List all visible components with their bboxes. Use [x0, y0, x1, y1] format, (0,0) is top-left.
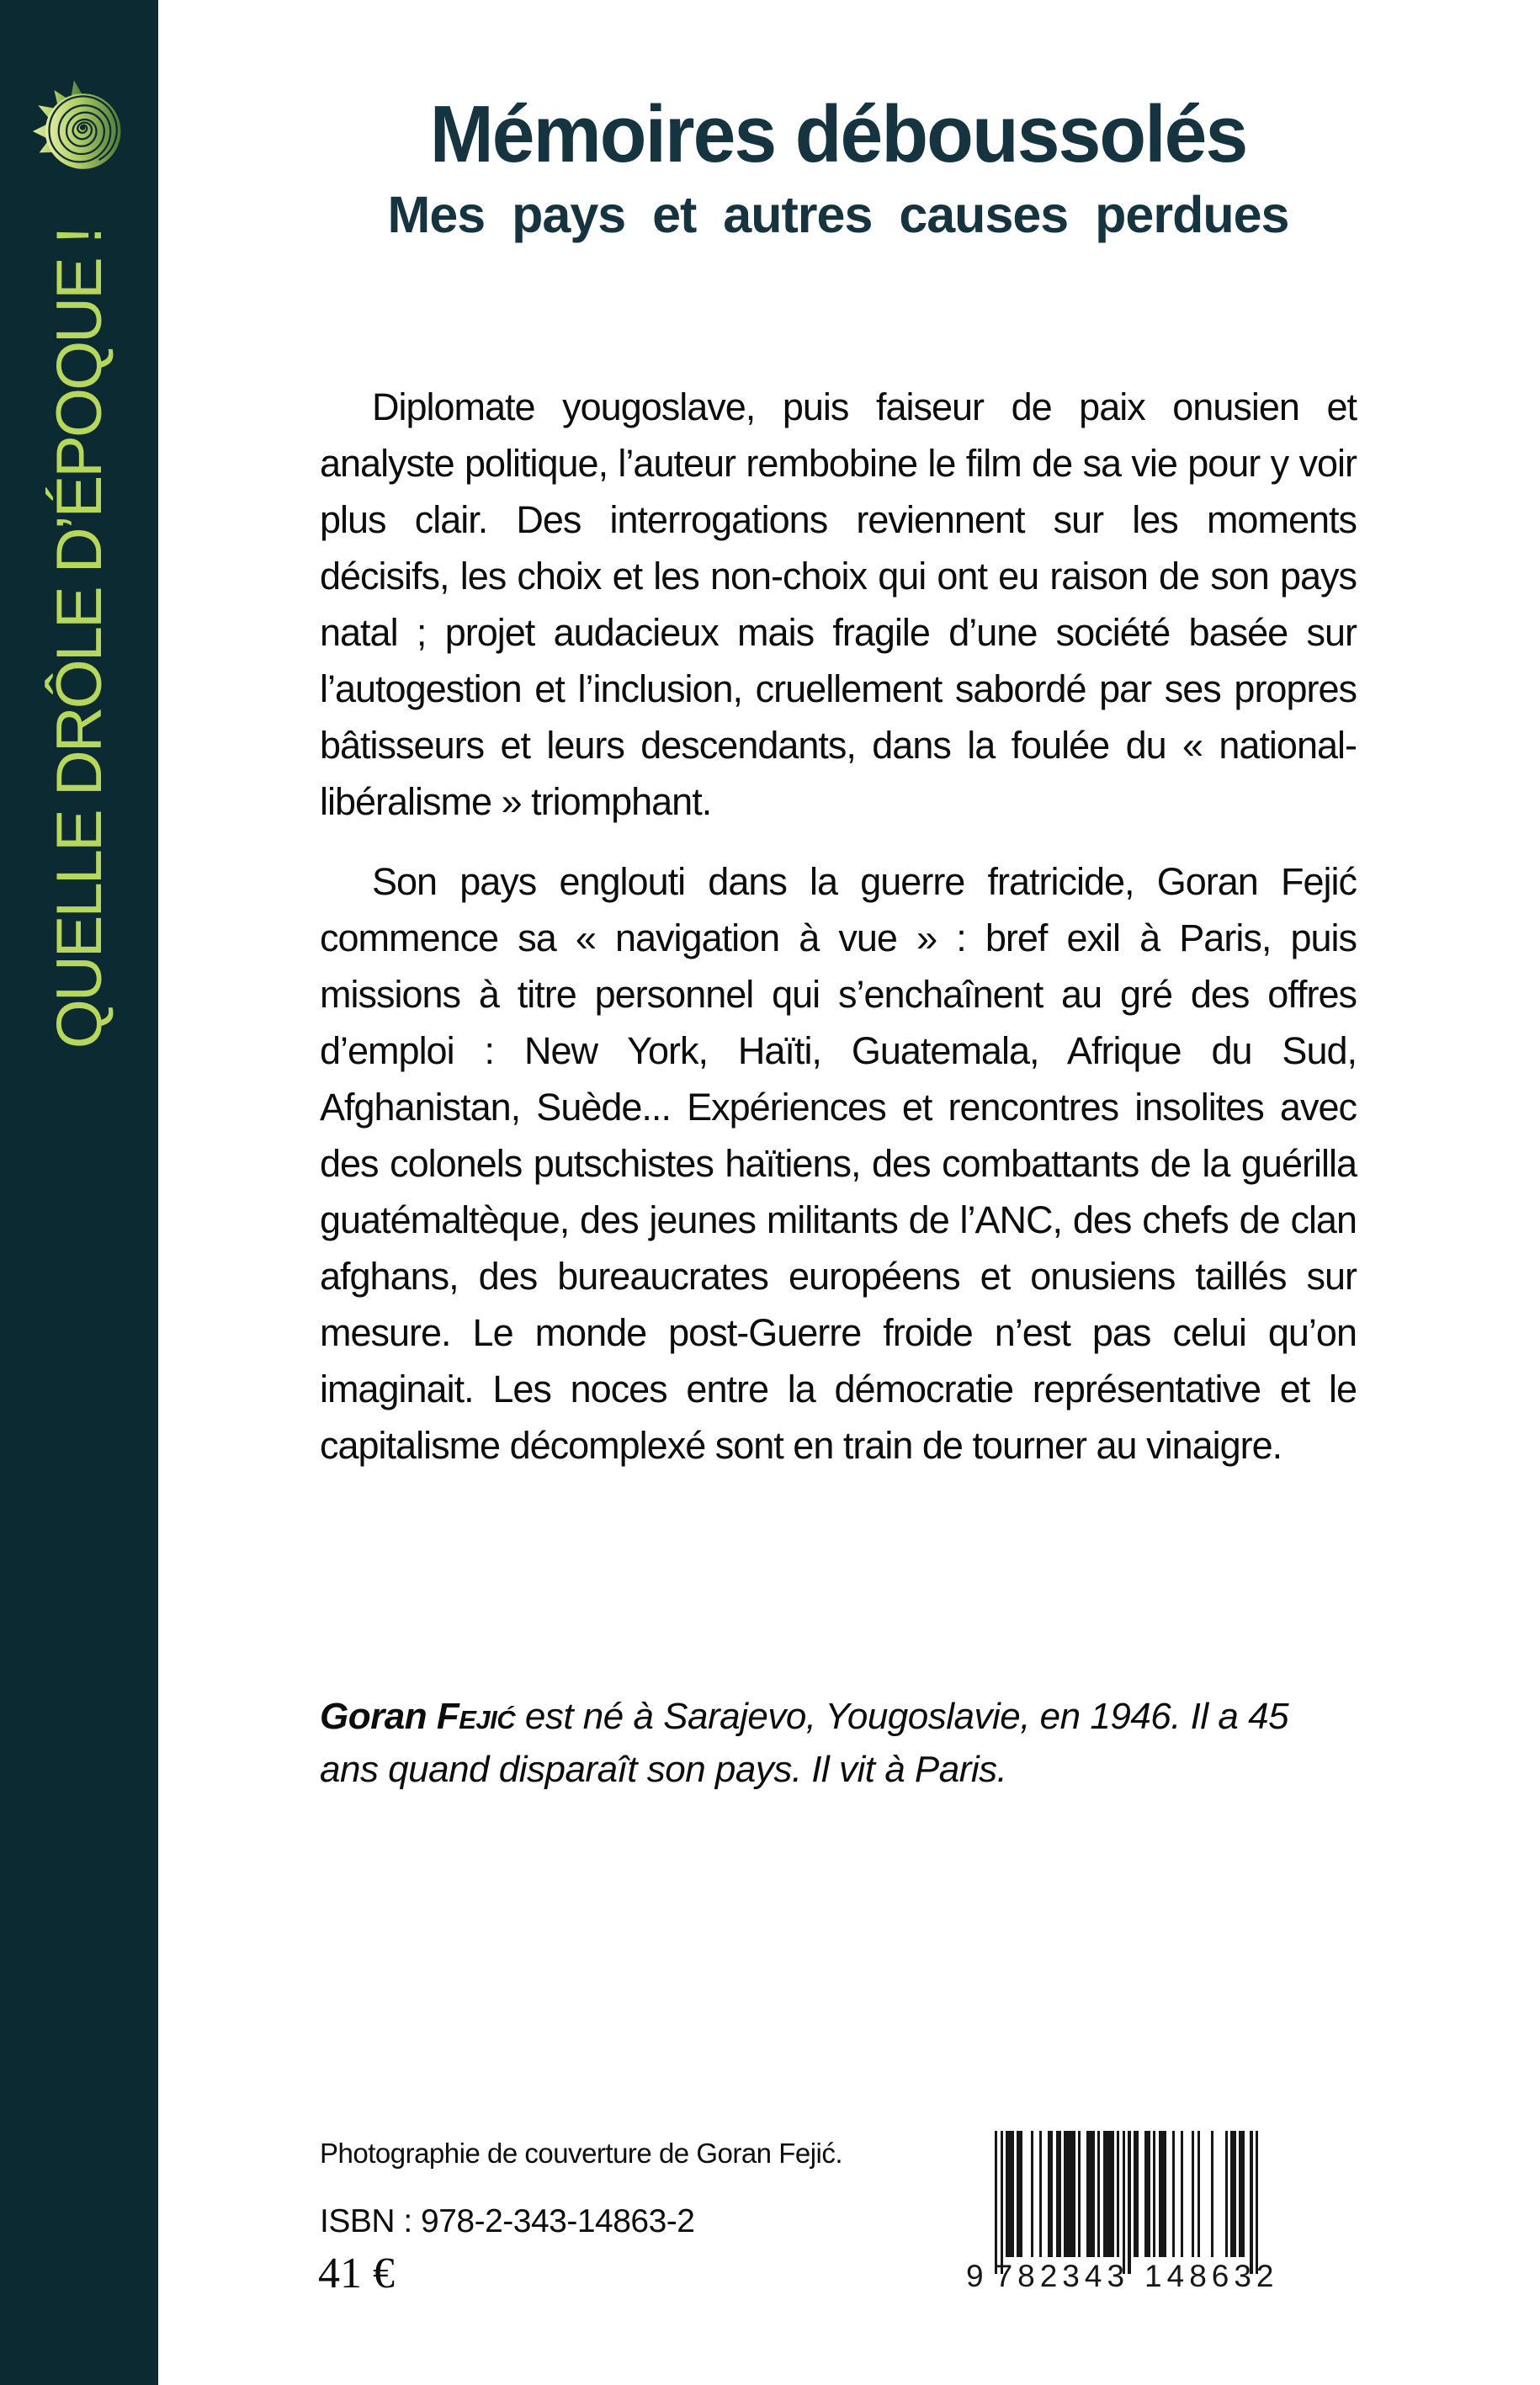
barcode-digits-right: 148632 — [1144, 2259, 1279, 2293]
series-title: QUELLE DRÔLE D’ÉPOQUE ! — [43, 228, 115, 1049]
author-last-name: Fejić — [436, 1696, 516, 1737]
back-cover-blurb — [320, 379, 1357, 1474]
barcode-digit-prefix: 9 — [966, 2259, 984, 2293]
series-title-wrap — [0, 228, 158, 1049]
book-title: Mémoires déboussolés — [429, 89, 1247, 179]
spiral-shell-icon — [20, 79, 138, 183]
barcode-number — [966, 2259, 1279, 2294]
back-cover-content — [158, 0, 1540, 2385]
barcode-bars — [995, 2131, 1258, 2274]
book-subtitle: Mes pays et autres causes perdues — [387, 186, 1289, 243]
isbn-text: ISBN : 978-2-343-14863-2 — [320, 2203, 695, 2239]
author-first-name: Goran — [320, 1696, 427, 1737]
price-text: 41 € — [318, 2250, 395, 2297]
blurb-paragraph-1: Diplomate yougoslave, puis faiseur de paix onusien et analyste politique, l’auteur rembobine le film de sa vie pour y voir plus clair. Des interrogations reviennent sur les moments décisifs, les choix et les non-choix qui ont eu raison de son pays natal ; projet audacieux mais fragile d’une société basée sur l’autogestion et l’inclusion, cruellement sabordé par ses propres bâtisseurs et leurs descendants, dans la foulée du « national-libéralisme » triomphant. — [320, 385, 1357, 823]
series-sidebar — [0, 0, 158, 2385]
author-bio-text: est né à Sarajevo, Yougoslavie, en 1946. Il a 45 ans quand disparaît son pays. Il vit à Paris. — [320, 1696, 1289, 1790]
blurb-paragraph-2: Son pays englouti dans la guerre fratricide, Goran Fejić commence sa « navigation à vue » : bref exil à Paris, puis missions à titre personnel qui s’enchaînent au gré des offres d’emploi : New York, Haïti, Guatemala, Afrique du Sud, Afghanistan, Suède... Expériences et rencontres insolites avec des colonels putschistes haïtiens, des combattants de la guérilla guatémaltèque, des jeunes militants de l’ANC, des chefs de clan afghans, des bureaucrates européens et onusiens taillés sur mesure. Le monde post-Guerre froide n’est pas celui qu’on imaginait. Les noces entre la démocratie représentative et le capitalisme décomplexé sont en train de tourner au vinaigre. — [320, 860, 1357, 1467]
ean13-barcode — [966, 2131, 1279, 2299]
barcode-digits-left: 782343 — [995, 2259, 1130, 2293]
photo-credit: Photographie de couverture de Goran Fejić. — [320, 2138, 843, 2169]
author-bio — [320, 1690, 1357, 1796]
